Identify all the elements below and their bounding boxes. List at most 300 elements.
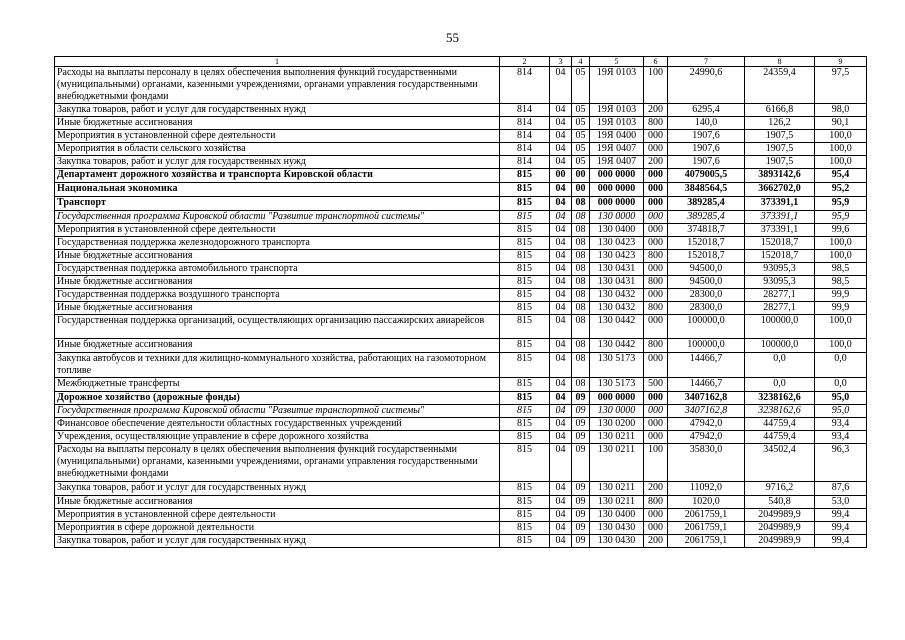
executed-amount-cell: 93095,3 (745, 263, 815, 276)
section-cell: 04 (550, 276, 572, 289)
expense-type-cell: 100 (644, 67, 668, 104)
executed-amount-cell: 44759,4 (745, 418, 815, 431)
section-cell: 04 (550, 418, 572, 431)
section-cell: 04 (550, 431, 572, 444)
section-cell: 04 (550, 496, 572, 509)
column-header: 5 (590, 57, 644, 67)
execution-percent-cell: 53,0 (815, 496, 867, 509)
target-article-cell: 000 0000 (590, 183, 644, 197)
target-article-cell: 000 0000 (590, 197, 644, 211)
row-name-cell: Иные бюджетные ассигнования (55, 496, 500, 509)
expense-type-cell: 000 (644, 143, 668, 156)
ministry-code-cell: 815 (500, 276, 550, 289)
subsection-cell: 09 (572, 496, 590, 509)
section-cell: 04 (550, 302, 572, 315)
subsection-cell: 08 (572, 211, 590, 224)
execution-percent-cell: 99,6 (815, 224, 867, 237)
execution-percent-cell: 99,9 (815, 289, 867, 302)
target-article-cell: 130 0431 (590, 276, 644, 289)
target-article-cell: 19Я 0407 (590, 156, 644, 169)
executed-amount-cell: 373391,1 (745, 197, 815, 211)
execution-percent-cell: 100,0 (815, 130, 867, 143)
table-row (55, 405, 867, 418)
subsection-cell: 08 (572, 197, 590, 211)
executed-amount-cell: 373391,1 (745, 224, 815, 237)
executed-amount-cell: 9716,2 (745, 482, 815, 496)
row-name-cell: Расходы на выплаты персоналу в целях обеспечения выполнения функций государственными (муниципальными) органами, казенными учреждениями, органами управления государственными внебюджетными фондами (55, 67, 500, 104)
subsection-cell: 09 (572, 535, 590, 548)
ministry-code-cell: 815 (500, 522, 550, 535)
table-row (55, 263, 867, 276)
target-article-cell: 19Я 0103 (590, 104, 644, 117)
target-article-cell: 130 0432 (590, 302, 644, 315)
row-name-cell: Департамент дорожного хозяйства и транспорта Кировской области (55, 169, 500, 183)
table-row (55, 302, 867, 315)
execution-percent-cell: 95,0 (815, 405, 867, 418)
row-name-cell: Государственная поддержка железнодорожного транспорта (55, 237, 500, 250)
row-name-cell: Закупка товаров, работ и услуг для государственных нужд (55, 104, 500, 117)
planned-amount-cell: 4079005,5 (668, 169, 745, 183)
expense-type-cell: 000 (644, 197, 668, 211)
row-name-cell: Мероприятия в области сельского хозяйства (55, 143, 500, 156)
row-name-cell: Закупка товаров, работ и услуг для государственных нужд (55, 535, 500, 548)
target-article-cell: 130 0000 (590, 405, 644, 418)
executed-amount-cell: 93095,3 (745, 276, 815, 289)
planned-amount-cell: 3407162,8 (668, 405, 745, 418)
section-cell: 04 (550, 130, 572, 143)
target-article-cell: 19Я 0400 (590, 130, 644, 143)
ministry-code-cell: 815 (500, 392, 550, 405)
ministry-code-cell: 815 (500, 224, 550, 237)
ministry-code-cell: 815 (500, 418, 550, 431)
table-row (55, 496, 867, 509)
executed-amount-cell: 3238162,6 (745, 405, 815, 418)
executed-amount-cell: 1907,5 (745, 143, 815, 156)
subsection-cell: 08 (572, 237, 590, 250)
expense-type-cell: 000 (644, 211, 668, 224)
execution-percent-cell: 99,4 (815, 509, 867, 522)
section-cell: 04 (550, 250, 572, 263)
planned-amount-cell: 47942,0 (668, 431, 745, 444)
expense-type-cell: 200 (644, 156, 668, 169)
subsection-cell: 00 (572, 183, 590, 197)
executed-amount-cell: 2049989,9 (745, 509, 815, 522)
target-article-cell: 130 0000 (590, 211, 644, 224)
expense-type-cell: 000 (644, 405, 668, 418)
planned-amount-cell: 24990,6 (668, 67, 745, 104)
execution-percent-cell: 98,0 (815, 104, 867, 117)
target-article-cell: 130 0211 (590, 444, 644, 482)
section-cell: 04 (550, 263, 572, 276)
subsection-cell: 08 (572, 339, 590, 353)
table-row (55, 522, 867, 535)
subsection-cell: 08 (572, 353, 590, 378)
planned-amount-cell: 6295,4 (668, 104, 745, 117)
table-row (55, 392, 867, 405)
table-row (55, 67, 867, 104)
table-body (55, 67, 867, 548)
ministry-code-cell: 815 (500, 169, 550, 183)
table-row (55, 378, 867, 392)
executed-amount-cell: 126,2 (745, 117, 815, 130)
subsection-cell: 08 (572, 263, 590, 276)
planned-amount-cell: 152018,7 (668, 237, 745, 250)
section-cell: 04 (550, 211, 572, 224)
row-name-cell: Иные бюджетные ассигнования (55, 276, 500, 289)
execution-percent-cell: 100,0 (815, 156, 867, 169)
executed-amount-cell: 34502,4 (745, 444, 815, 482)
planned-amount-cell: 1907,6 (668, 156, 745, 169)
section-cell: 04 (550, 104, 572, 117)
expense-type-cell: 000 (644, 522, 668, 535)
subsection-cell: 09 (572, 392, 590, 405)
table-row (55, 276, 867, 289)
row-name-cell: Мероприятия в установленной сфере деятельности (55, 509, 500, 522)
execution-percent-cell: 99,9 (815, 302, 867, 315)
executed-amount-cell: 44759,4 (745, 431, 815, 444)
execution-percent-cell: 95,9 (815, 211, 867, 224)
ministry-code-cell: 815 (500, 496, 550, 509)
ministry-code-cell: 814 (500, 104, 550, 117)
subsection-cell: 05 (572, 104, 590, 117)
ministry-code-cell: 815 (500, 378, 550, 392)
row-name-cell: Дорожное хозяйство (дорожные фонды) (55, 392, 500, 405)
planned-amount-cell: 94500,0 (668, 263, 745, 276)
row-name-cell: Финансовое обеспечение деятельности областных государственных учреждений (55, 418, 500, 431)
executed-amount-cell: 24359,4 (745, 67, 815, 104)
planned-amount-cell: 3407162,8 (668, 392, 745, 405)
execution-percent-cell: 98,5 (815, 276, 867, 289)
expense-type-cell: 000 (644, 224, 668, 237)
table-row (55, 535, 867, 548)
row-name-cell: Иные бюджетные ассигнования (55, 250, 500, 263)
row-name-cell: Расходы на выплаты персоналу в целях обеспечения выполнения функций государственными (муниципальными) органами, казенными учреждениями, органами управления государственными внебюджетными фондами (55, 444, 500, 482)
table-row (55, 339, 867, 353)
ministry-code-cell: 815 (500, 237, 550, 250)
executed-amount-cell: 2049989,9 (745, 522, 815, 535)
table-row (55, 169, 867, 183)
ministry-code-cell: 815 (500, 535, 550, 548)
section-cell: 04 (550, 444, 572, 482)
section-cell: 04 (550, 117, 572, 130)
execution-percent-cell: 100,0 (815, 237, 867, 250)
execution-percent-cell: 99,4 (815, 522, 867, 535)
planned-amount-cell: 389285,4 (668, 197, 745, 211)
section-cell: 04 (550, 509, 572, 522)
row-name-cell: Государственная поддержка воздушного транспорта (55, 289, 500, 302)
ministry-code-cell: 815 (500, 431, 550, 444)
section-cell: 04 (550, 197, 572, 211)
table-row (55, 183, 867, 197)
table-row (55, 353, 867, 378)
expense-type-cell: 000 (644, 130, 668, 143)
row-name-cell: Государственная поддержка организаций, осуществляющих организацию пассажирских авиарейсов (55, 315, 500, 339)
column-header: 2 (500, 57, 550, 67)
table-row (55, 250, 867, 263)
subsection-cell: 09 (572, 522, 590, 535)
subsection-cell: 05 (572, 143, 590, 156)
expense-type-cell: 100 (644, 444, 668, 482)
execution-percent-cell: 96,3 (815, 444, 867, 482)
execution-percent-cell: 95,4 (815, 169, 867, 183)
row-name-cell: Государственная программа Кировской области "Развитие транспортной системы" (55, 211, 500, 224)
executed-amount-cell: 1907,5 (745, 130, 815, 143)
subsection-cell: 09 (572, 405, 590, 418)
planned-amount-cell: 100000,0 (668, 315, 745, 339)
target-article-cell: 000 0000 (590, 169, 644, 183)
ministry-code-cell: 815 (500, 289, 550, 302)
executed-amount-cell: 28277,1 (745, 289, 815, 302)
planned-amount-cell: 11092,0 (668, 482, 745, 496)
expense-type-cell: 800 (644, 496, 668, 509)
section-cell: 04 (550, 339, 572, 353)
executed-amount-cell: 28277,1 (745, 302, 815, 315)
execution-percent-cell: 95,2 (815, 183, 867, 197)
target-article-cell: 130 0423 (590, 250, 644, 263)
expense-type-cell: 000 (644, 392, 668, 405)
target-article-cell: 130 0211 (590, 496, 644, 509)
table-row (55, 197, 867, 211)
expense-type-cell: 000 (644, 315, 668, 339)
section-cell: 04 (550, 535, 572, 548)
ministry-code-cell: 815 (500, 353, 550, 378)
row-name-cell: Иные бюджетные ассигнования (55, 339, 500, 353)
target-article-cell: 130 0400 (590, 509, 644, 522)
target-article-cell: 130 0430 (590, 535, 644, 548)
expense-type-cell: 800 (644, 117, 668, 130)
ministry-code-cell: 814 (500, 130, 550, 143)
execution-percent-cell: 100,0 (815, 143, 867, 156)
subsection-cell: 09 (572, 431, 590, 444)
target-article-cell: 130 5173 (590, 353, 644, 378)
target-article-cell: 19Я 0103 (590, 67, 644, 104)
execution-percent-cell: 100,0 (815, 315, 867, 339)
executed-amount-cell: 6166,8 (745, 104, 815, 117)
ministry-code-cell: 815 (500, 482, 550, 496)
target-article-cell: 130 0430 (590, 522, 644, 535)
table-row (55, 289, 867, 302)
subsection-cell: 08 (572, 224, 590, 237)
section-cell: 04 (550, 289, 572, 302)
ministry-code-cell: 814 (500, 156, 550, 169)
target-article-cell: 130 0211 (590, 431, 644, 444)
expense-type-cell: 800 (644, 302, 668, 315)
planned-amount-cell: 389285,4 (668, 211, 745, 224)
executed-amount-cell: 373391,1 (745, 211, 815, 224)
execution-percent-cell: 95,0 (815, 392, 867, 405)
ministry-code-cell: 815 (500, 183, 550, 197)
planned-amount-cell: 35830,0 (668, 444, 745, 482)
ministry-code-cell: 815 (500, 302, 550, 315)
column-header: 9 (815, 57, 867, 67)
planned-amount-cell: 140,0 (668, 117, 745, 130)
planned-amount-cell: 2061759,1 (668, 522, 745, 535)
table-row (55, 509, 867, 522)
execution-percent-cell: 0,0 (815, 353, 867, 378)
execution-percent-cell: 90,1 (815, 117, 867, 130)
section-cell: 04 (550, 67, 572, 104)
row-name-cell: Мероприятия в установленной сфере деятельности (55, 224, 500, 237)
subsection-cell: 09 (572, 482, 590, 496)
planned-amount-cell: 28300,0 (668, 302, 745, 315)
row-name-cell: Учреждения, осуществляющие управление в сфере дорожного хозяйства (55, 431, 500, 444)
ministry-code-cell: 814 (500, 117, 550, 130)
planned-amount-cell: 28300,0 (668, 289, 745, 302)
subsection-cell: 08 (572, 276, 590, 289)
planned-amount-cell: 100000,0 (668, 339, 745, 353)
expense-type-cell: 000 (644, 183, 668, 197)
row-name-cell: Межбюджетные трансферты (55, 378, 500, 392)
section-cell: 04 (550, 482, 572, 496)
row-name-cell: Закупка автобусов и техники для жилищно-коммунального хозяйства, работающих на газомоторном топливе (55, 353, 500, 378)
column-header: 3 (550, 57, 572, 67)
ministry-code-cell: 815 (500, 315, 550, 339)
row-name-cell: Закупка товаров, работ и услуг для государственных нужд (55, 156, 500, 169)
column-header: 6 (644, 57, 668, 67)
expense-type-cell: 500 (644, 378, 668, 392)
ministry-code-cell: 815 (500, 405, 550, 418)
row-name-cell: Национальная экономика (55, 183, 500, 197)
target-article-cell: 130 0423 (590, 237, 644, 250)
execution-percent-cell: 0,0 (815, 378, 867, 392)
expense-type-cell: 200 (644, 535, 668, 548)
row-name-cell: Государственная поддержка автомобильного транспорта (55, 263, 500, 276)
executed-amount-cell: 1907,5 (745, 156, 815, 169)
budget-table (54, 56, 867, 548)
row-name-cell: Иные бюджетные ассигнования (55, 117, 500, 130)
subsection-cell: 09 (572, 509, 590, 522)
execution-percent-cell: 100,0 (815, 339, 867, 353)
section-cell: 04 (550, 183, 572, 197)
column-header: 4 (572, 57, 590, 67)
target-article-cell: 000 0000 (590, 392, 644, 405)
row-name-cell: Государственная программа Кировской области "Развитие транспортной системы" (55, 405, 500, 418)
subsection-cell: 08 (572, 315, 590, 339)
section-cell: 00 (550, 169, 572, 183)
table-row (55, 104, 867, 117)
target-article-cell: 130 5173 (590, 378, 644, 392)
row-name-cell: Иные бюджетные ассигнования (55, 302, 500, 315)
ministry-code-cell: 815 (500, 509, 550, 522)
expense-type-cell: 000 (644, 353, 668, 378)
subsection-cell: 05 (572, 67, 590, 104)
table-row (55, 315, 867, 339)
execution-percent-cell: 100,0 (815, 250, 867, 263)
target-article-cell: 130 0432 (590, 289, 644, 302)
column-header: 8 (745, 57, 815, 67)
planned-amount-cell: 152018,7 (668, 250, 745, 263)
target-article-cell: 130 0442 (590, 339, 644, 353)
subsection-cell: 08 (572, 289, 590, 302)
target-article-cell: 130 0442 (590, 315, 644, 339)
expense-type-cell: 000 (644, 237, 668, 250)
subsection-cell: 08 (572, 250, 590, 263)
section-cell: 04 (550, 237, 572, 250)
expense-type-cell: 800 (644, 250, 668, 263)
table-row (55, 211, 867, 224)
execution-percent-cell: 93,4 (815, 418, 867, 431)
planned-amount-cell: 47942,0 (668, 418, 745, 431)
executed-amount-cell: 100000,0 (745, 315, 815, 339)
ministry-code-cell: 814 (500, 67, 550, 104)
execution-percent-cell: 98,5 (815, 263, 867, 276)
column-number-row (55, 57, 867, 67)
section-cell: 04 (550, 224, 572, 237)
target-article-cell: 19Я 0407 (590, 143, 644, 156)
planned-amount-cell: 1907,6 (668, 130, 745, 143)
expense-type-cell: 200 (644, 104, 668, 117)
executed-amount-cell: 3893142,6 (745, 169, 815, 183)
expense-type-cell: 000 (644, 169, 668, 183)
subsection-cell: 05 (572, 117, 590, 130)
column-header: 7 (668, 57, 745, 67)
subsection-cell: 00 (572, 169, 590, 183)
ministry-code-cell: 815 (500, 250, 550, 263)
expense-type-cell: 800 (644, 339, 668, 353)
row-name-cell: Мероприятия в установленной сфере деятельности (55, 130, 500, 143)
executed-amount-cell: 0,0 (745, 378, 815, 392)
execution-percent-cell: 87,6 (815, 482, 867, 496)
executed-amount-cell: 540,8 (745, 496, 815, 509)
table-row (55, 143, 867, 156)
executed-amount-cell: 3238162,6 (745, 392, 815, 405)
expense-type-cell: 000 (644, 263, 668, 276)
execution-percent-cell: 93,4 (815, 431, 867, 444)
planned-amount-cell: 94500,0 (668, 276, 745, 289)
column-header: 1 (55, 57, 500, 67)
planned-amount-cell: 3848564,5 (668, 183, 745, 197)
section-cell: 04 (550, 143, 572, 156)
executed-amount-cell: 2049989,9 (745, 535, 815, 548)
executed-amount-cell: 152018,7 (745, 237, 815, 250)
ministry-code-cell: 815 (500, 444, 550, 482)
planned-amount-cell: 14466,7 (668, 378, 745, 392)
expense-type-cell: 800 (644, 276, 668, 289)
execution-percent-cell: 95,9 (815, 197, 867, 211)
section-cell: 04 (550, 315, 572, 339)
planned-amount-cell: 1020,0 (668, 496, 745, 509)
ministry-code-cell: 815 (500, 339, 550, 353)
target-article-cell: 130 0400 (590, 224, 644, 237)
subsection-cell: 05 (572, 130, 590, 143)
section-cell: 04 (550, 392, 572, 405)
ministry-code-cell: 815 (500, 197, 550, 211)
table-row (55, 156, 867, 169)
subsection-cell: 09 (572, 418, 590, 431)
planned-amount-cell: 2061759,1 (668, 509, 745, 522)
expense-type-cell: 000 (644, 431, 668, 444)
row-name-cell: Закупка товаров, работ и услуг для государственных нужд (55, 482, 500, 496)
expense-type-cell: 000 (644, 509, 668, 522)
row-name-cell: Транспорт (55, 197, 500, 211)
planned-amount-cell: 1907,6 (668, 143, 745, 156)
target-article-cell: 130 0431 (590, 263, 644, 276)
subsection-cell: 05 (572, 156, 590, 169)
target-article-cell: 19Я 0103 (590, 117, 644, 130)
section-cell: 04 (550, 405, 572, 418)
ministry-code-cell: 815 (500, 211, 550, 224)
table-row (55, 224, 867, 237)
row-name-cell: Мероприятия в сфере дорожной деятельности (55, 522, 500, 535)
executed-amount-cell: 3662702,0 (745, 183, 815, 197)
table-row (55, 431, 867, 444)
section-cell: 04 (550, 522, 572, 535)
table-row (55, 482, 867, 496)
subsection-cell: 09 (572, 444, 590, 482)
executed-amount-cell: 0,0 (745, 353, 815, 378)
target-article-cell: 130 0200 (590, 418, 644, 431)
expense-type-cell: 000 (644, 418, 668, 431)
